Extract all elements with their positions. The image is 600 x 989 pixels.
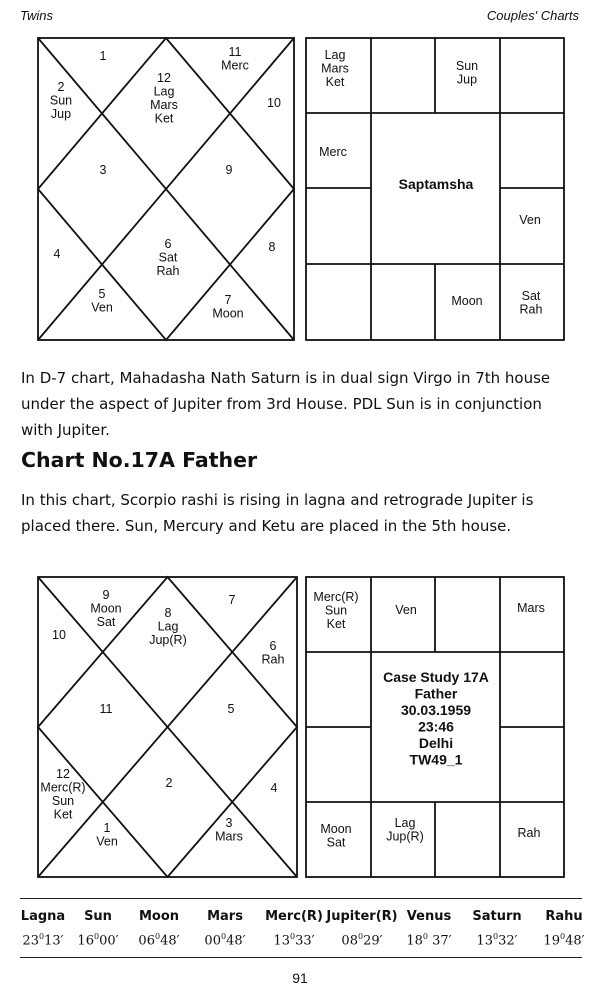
running-header-left: Twins: [20, 8, 53, 23]
house-12-label: 12 Lag Mars Ket: [150, 71, 178, 126]
chart1-north-text: [50, 45, 281, 321]
table-value-venus: $18^0$ 37′: [406, 932, 452, 949]
sign-cell-r1c1: Merc(R) Sun Ket: [313, 590, 359, 631]
paragraph-line: In D-7 chart, Mahadasha Nath Saturn is in dual sign Virgo in 7th house: [21, 369, 551, 387]
chart2-south-text: [313, 590, 544, 850]
house-7-label: 7 Moon: [212, 293, 244, 321]
table-bottom-rule: [20, 957, 582, 958]
chart2-north-text: [40, 588, 284, 849]
house-4-label: 4: [270, 781, 278, 795]
sign-cell-r1c1: Lag Mars Ket: [321, 48, 349, 89]
house-5-label: 5 Ven: [91, 287, 113, 315]
chart-center-details: Case Study 17A Father 30.03.1959 23:46 Delhi TW49_1: [383, 669, 489, 768]
house-8-label: 8: [268, 240, 276, 254]
table-value-moon: $06^048'$: [138, 932, 180, 949]
sign-cell-r4c1: Moon Sat: [320, 822, 352, 850]
table-header-venus: Venus: [406, 909, 452, 924]
house-2-label: 2 Sun Jup: [49, 80, 73, 121]
table-value-sun: $16^000'$: [77, 932, 119, 949]
sign-cell-r1c3: Sun Jup: [455, 59, 479, 87]
house-12-label: 12 Merc(R) Sun Ket: [40, 767, 86, 822]
section-heading: Chart No.17A Father: [21, 448, 258, 472]
house-10-label: 10: [267, 96, 281, 110]
sign-cell-r3c4: Ven: [519, 213, 541, 227]
sign-cell-r4c2: Lag Jup(R): [386, 816, 424, 844]
table-header-moon: Moon: [138, 909, 180, 924]
page-number: 91: [292, 970, 308, 986]
house-3-label: 3: [99, 163, 107, 177]
table-value-mars: $00^048'$: [204, 932, 246, 949]
table-value-lagna: $23^013'$: [22, 932, 64, 949]
chart1-south-text: [319, 48, 542, 317]
table-header-rahu: Rahu: [545, 909, 583, 924]
paragraph-line: In this chart, Scorpio rashi is rising in lagna and retrograde Jupiter is: [21, 491, 534, 509]
paragraph-line: with Jupiter.: [21, 421, 110, 439]
sign-cell-r4c3: Moon: [451, 294, 483, 308]
house-6-label: 6 Rah: [261, 639, 285, 667]
sign-cell-r2c1: Merc: [319, 145, 347, 159]
sign-cell-r1c4: Mars: [517, 601, 545, 615]
paragraph-line: under the aspect of Jupiter from 3rd House. PDL Sun is in conjunction: [21, 395, 542, 413]
house-6-label: 6 Sat Rah: [156, 237, 180, 278]
table-value-jupiterr: $08^029'$: [341, 932, 383, 949]
house-9-label: 9 Moon Sat: [90, 588, 122, 629]
house-3-label: 3 Mars: [215, 816, 243, 844]
house-11-label: 11: [99, 702, 113, 716]
house-1-label: 1 Ven: [96, 821, 118, 849]
table-header-jupiterr: Jupiter(R): [326, 909, 398, 924]
house-2-label: 2: [165, 776, 173, 790]
table-header-mars: Mars: [207, 909, 243, 924]
house-4-label: 4: [53, 247, 61, 261]
house-1-label: 1: [99, 49, 107, 63]
paragraph-chart-description: [21, 487, 581, 539]
paragraph-line: placed there. Sun, Mercury and Ketu are placed in the 5th house.: [21, 517, 512, 535]
table-value-saturn: $13^032'$: [476, 932, 518, 949]
chart-center-title: Saptamsha: [398, 176, 474, 192]
running-header-right: Couples' Charts: [486, 8, 579, 23]
sign-cell-r4c4: Rah: [517, 826, 541, 840]
paragraph-d7-analysis: [21, 365, 581, 443]
house-7-label: 7: [228, 593, 236, 607]
house-5-label: 5: [227, 702, 235, 716]
table-header-saturn: Saturn: [472, 909, 522, 924]
table-header-mercr: Merc(R): [265, 909, 323, 924]
house-10-label: 10: [52, 628, 66, 642]
sign-cell-r4c4: Sat Rah: [519, 289, 543, 317]
table-header-lagna: Lagna: [20, 909, 66, 924]
sign-cell-r1c2: Ven: [395, 603, 417, 617]
table-value-mercr: $13^033'$: [273, 932, 315, 949]
house-9-label: 9: [225, 163, 233, 177]
table-value-rahu: $19^048'$: [543, 932, 585, 949]
house-11-label: 11 Merc: [221, 45, 249, 73]
house-8-label: 8 Lag Jup(R): [149, 606, 187, 647]
table-header-sun: Sun: [84, 909, 112, 924]
table-top-rule: [20, 898, 582, 899]
